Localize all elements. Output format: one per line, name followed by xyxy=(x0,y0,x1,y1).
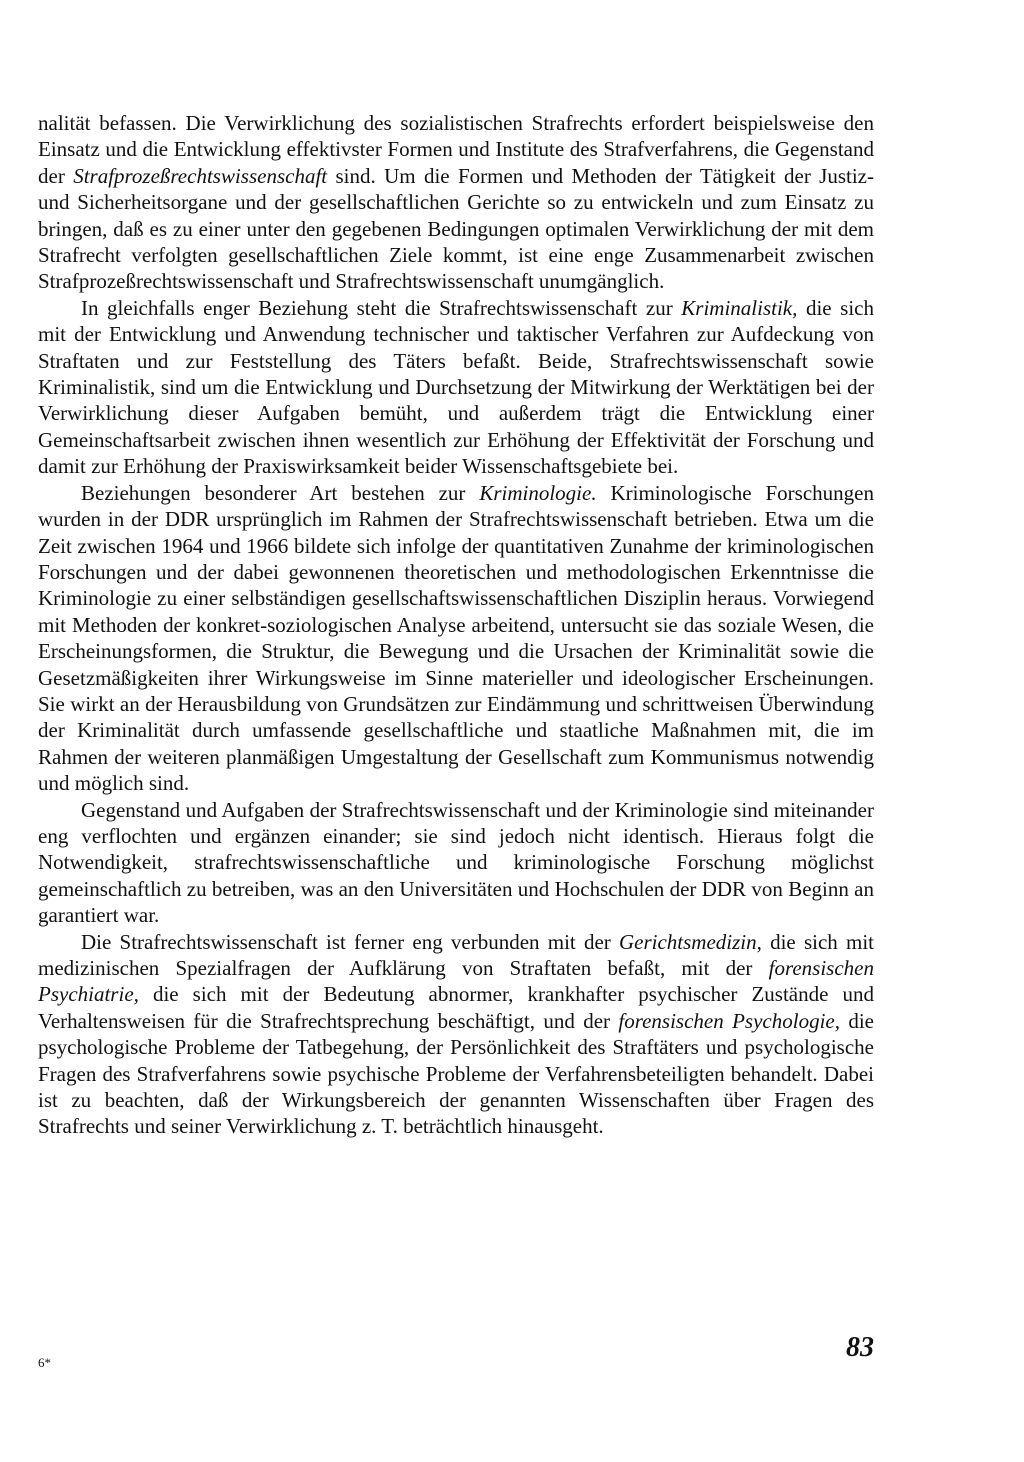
paragraph xyxy=(38,480,874,797)
paragraph xyxy=(38,929,874,1140)
italic-term: forensischen Psychiatrie, xyxy=(38,956,874,1007)
italic-term: forensischen Psychologie, xyxy=(618,1008,840,1033)
text-run: Die Strafrechtswissenschaft ist ferner eng verbunden mit der xyxy=(81,929,619,954)
body-text xyxy=(38,110,874,1140)
text-run: Gegenstand und Aufgaben der Strafrechtswissenschaft und der Kriminologie sind miteinander eng verflochten und ergänzen einander; sie sind jedoch nicht identisch. Hieraus folgt die Notwendigkeit, strafrechtswissenschaftliche und kriminologische Forschung möglichst gemeinschaftlich zu betreiben, was an den Universitäten und Hochschulen der DDR von Beginn an garantiert war. xyxy=(38,797,874,928)
text-run: Kriminologische Forschungen wurden in der DDR ursprünglich im Rahmen der Strafrechtswissenschaft betrieben. Etwa um die Zeit zwischen 1964 und 1966 bildete sich infolge der quantitativen Zunahme der kriminologischen Forschungen und der dabei gewonnenen theoretischen und methodologischen Erkenntnisse die Kriminologie zu einer selbständigen gesellschaftswissenschaftlichen Disziplin heraus. Vorwiegend mit Methoden der konkret-soziologischen Analyse arbeitend, untersucht sie das soziale Wesen, die Erscheinungsformen, die Struktur, die Bewegung und die Ursachen der Kriminalität sowie die Gesetzmäßigkeiten ihrer Wirkungsweise im Sinne materieller und ideologischer Erscheinungen. Sie wirkt an der Herausbildung von Grundsätzen zur Eindämmung und schrittweisen Überwindung der Kriminalität durch umfassende gesellschaftliche und staatliche Maßnahmen mit, die im Rahmen der weiteren planmäßigen Umgestaltung der Gesellschaft zum Kommunismus notwendig und möglich sind. xyxy=(38,480,874,796)
italic-term: Gerichtsmedizin, xyxy=(618,929,762,954)
italic-term: Strafprozeßrechtswissenschaft xyxy=(73,163,328,188)
paragraph xyxy=(38,295,874,480)
page-number: 83 xyxy=(846,1332,874,1363)
text-run: die sich mit medizinischen Spezialfragen der Aufklärung von Straftaten befaßt, mit der xyxy=(38,929,874,980)
text-run: Beziehungen besonderer Art bestehen zur xyxy=(81,480,480,505)
text-run: In gleichfalls enger Beziehung steht die Strafrechtswissenschaft zur xyxy=(81,295,682,320)
text-run: die sich mit der Bedeutung abnormer, krankhafter psychischer Zustände und Verhaltensweisen für die Strafrechtsprechung beschäftigt, und der xyxy=(38,982,874,1033)
paragraph xyxy=(38,797,874,929)
paragraph xyxy=(38,110,874,295)
text-run: nalität befassen. Die Verwirklichung des sozialistischen Strafrechts erfordert beispielsweise den Einsatz und die Entwicklung effektivster Formen und Institute des Strafverfahrens, die Gegenstand der xyxy=(38,111,874,188)
text-run: die sich mit der Entwicklung und Anwendung technischer und taktischer Verfahren zur Aufdeckung von Straftaten und zur Feststellung des Täters befaßt. Beide, Strafrechtswissenschaft sowie Kriminalistik, sind um die Entwicklung und Durchsetzung der Mitwirkung der Werktätigen bei der Verwirklichung dieser Aufgaben bemüht, und außerdem trägt die Entwicklung einer Gemeinschaftsarbeit zwischen ihnen wesentlich zur Erhöhung der Effektivität der Forschung und damit zur Erhöhung der Praxiswirksamkeit beider Wissenschaftsgebiete bei. xyxy=(38,295,874,479)
italic-term: Kriminalistik, xyxy=(681,295,798,320)
text-run: die psychologische Probleme der Tatbegehung, der Persönlichkeit des Straftäters und psychologische Fragen des Strafverfahrens sowie psychische Probleme der Verfahrensbeteiligten behandelt. Dabei ist zu beachten, daß der Wirkungsbereich der genannten Wissenschaften über Fragen des Strafrechts und seiner Verwirklichung z. T. beträchtlich hinausgeht. xyxy=(38,1008,874,1139)
italic-term: Kriminologie. xyxy=(479,480,597,505)
text-run: sind. Um die Formen und Methoden der Tätigkeit der Justiz- und Sicherheitsorgane und der gesellschaftlichen Gerichte so zu entwickeln und zum Einsatz zu bringen, daß es zu einer unter den gegebenen Bedingungen optimalen Verwirklichung der mit dem Strafrecht verfolgten gesellschaftlichen Ziele kommt, ist eine enge Zusammenarbeit zwischen Strafprozeßrechtswissenschaft und Strafrechtswissenschaft unumgänglich. xyxy=(38,163,874,294)
sheet-signature-mark: 6* xyxy=(38,1355,51,1370)
